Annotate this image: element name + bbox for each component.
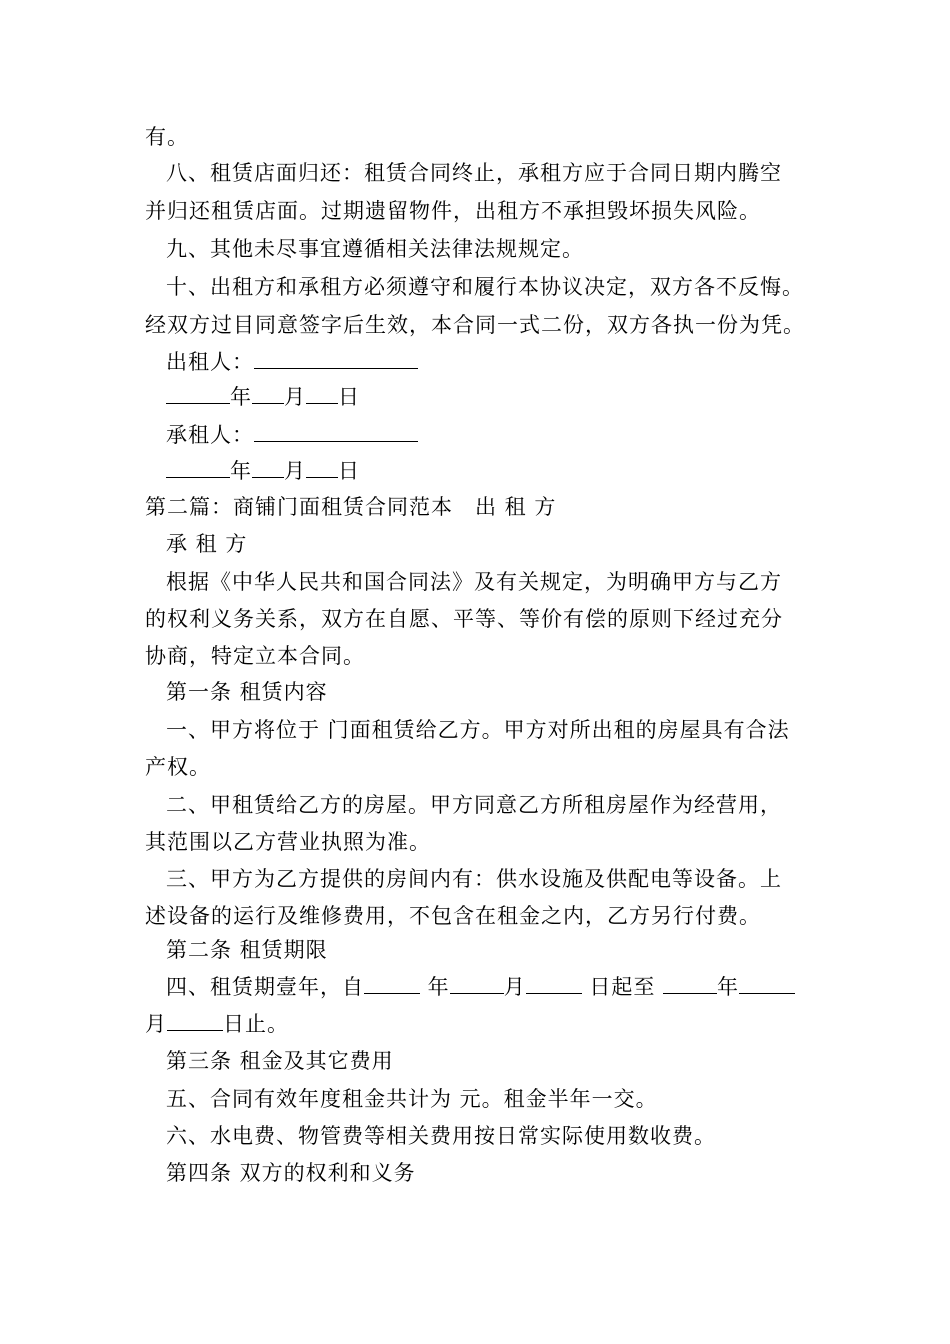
start-day-blank: [526, 967, 582, 994]
month-blank: [252, 377, 284, 404]
article-1-heading: 第一条 租赁内容: [166, 680, 328, 704]
section-2-title: 第二篇：商铺门面租赁合同范本 出 租 方: [145, 495, 557, 519]
start-month-blank: [450, 967, 504, 994]
article-2-heading: 第二条 租赁期限: [166, 938, 328, 962]
end-month-blank: [739, 967, 795, 994]
lessee-signature-line: 承租人：: [166, 415, 826, 455]
preamble-line-3: 协商，特定立本合同。: [145, 644, 365, 668]
lessee-date-line: 年 月 日: [166, 451, 826, 491]
item-3-line-2: 述设备的运行及维修费用，不包含在租金之内，乙方另行付费。: [145, 904, 761, 928]
item-2-line-1: 二、甲租赁给乙方的房屋。甲方同意乙方所租房屋作为经营用，: [166, 793, 782, 817]
article-3-heading: 第三条 租金及其它费用: [166, 1049, 394, 1073]
preamble-line-1: 根据《中华人民共和国合同法》及有关规定，为明确甲方与乙方: [166, 570, 782, 594]
lessor-signature-blank: [254, 342, 418, 369]
clause-10-line-2: 经双方过目同意签字后生效，本合同一式二份，双方各执一份为凭。: [145, 313, 805, 337]
clause-8-line-1: 八、租赁店面归还：租赁合同终止，承租方应于合同日期内腾空: [166, 161, 782, 185]
item-5: 五、合同有效年度租金共计为 元。租金半年一交。: [166, 1087, 658, 1111]
day-blank: [306, 451, 338, 478]
item-3-line-1: 三、甲方为乙方提供的房间内有：供水设施及供配电等设备。上: [166, 867, 782, 891]
lessor-signature-line: 出租人：: [166, 342, 826, 382]
month-blank: [252, 451, 284, 478]
item-4-line-2: 月 日止。: [145, 1004, 825, 1044]
year-blank: [166, 377, 230, 404]
lessee-signature-blank: [254, 415, 418, 442]
item-2-line-2: 其范围以乙方营业执照为准。: [145, 830, 431, 854]
day-blank: [306, 377, 338, 404]
text-line: 有。: [145, 125, 189, 149]
year-blank: [166, 451, 230, 478]
item-1-line-2: 产权。: [145, 755, 211, 779]
start-year-blank: [364, 967, 420, 994]
article-4-heading: 第四条 双方的权利和义务: [166, 1161, 416, 1185]
item-1-line-1: 一、甲方将位于 门面租赁给乙方。甲方对所出租的房屋具有合法: [166, 718, 790, 742]
lessor-date-line: 年 月 日: [166, 377, 826, 417]
end-day-blank: [167, 1004, 223, 1031]
item-6: 六、水电费、物管费等相关费用按日常实际使用数收费。: [166, 1124, 716, 1148]
end-year-blank: [663, 967, 717, 994]
clause-9: 九、其他未尽事宜遵循相关法律法规规定。: [166, 237, 584, 261]
preamble-line-2: 的权利义务关系，双方在自愿、平等、等价有偿的原则下经过充分: [145, 607, 783, 631]
clause-8-line-2: 并归还租赁店面。过期遗留物件，出租方不承担毁坏损失风险。: [145, 199, 761, 223]
lessee-heading: 承 租 方: [166, 532, 248, 556]
item-4-line-1: 四、租赁期壹年，自 年 月 日起至 年: [166, 967, 826, 1007]
clause-10-line-1: 十、出租方和承租方必须遵守和履行本协议决定，双方各不反悔。: [166, 275, 804, 299]
